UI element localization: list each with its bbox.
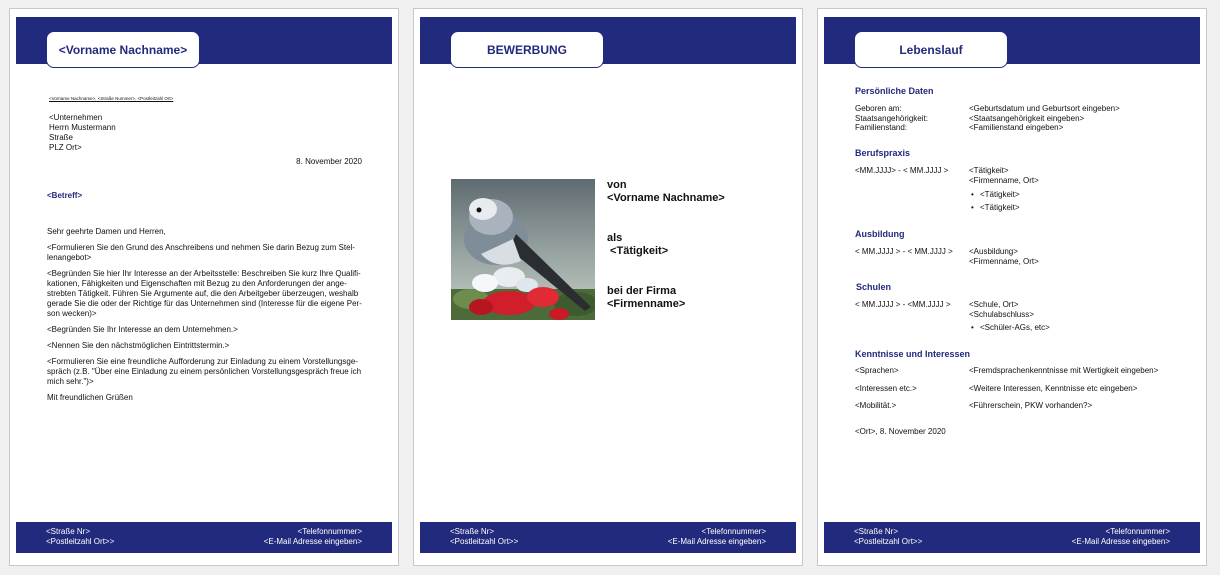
cover-name: <Vorname Nachname> [607, 192, 725, 204]
recipient-line: <Unternehmen [49, 113, 103, 122]
kenntnis-value: <Weitere Interessen, Kenntnisse etc eingeben> [969, 384, 1138, 393]
cover-taetigkeit: <Tätigkeit> [607, 245, 669, 257]
praxis-bullet: • <Tätigkeit> [980, 190, 1020, 200]
letter-date: 8. November 2020 [296, 157, 362, 166]
praxis-range: <MM.JJJJ> - < MM.JJJJ > [855, 166, 949, 175]
value-nationality: <Staatsangehörigkeit eingeben> [969, 113, 1085, 123]
ausbildung-lines [969, 247, 1039, 266]
body-paragraph: <Formulieren Sie eine freundliche Aufforderung zur Einladung zu einem Vorstellungsge-spräch (z.B. "Über eine Einladung zu einem persönlichen Vorstellungsgespräch freue ich mich sehr.")> [47, 357, 362, 386]
body-paragraph: <Formulieren Sie den Grund des Anschreibens und nehmen Sie darin Bezug zum Stel-lenangebot> [47, 243, 355, 262]
personal-labels [855, 104, 928, 133]
bird-on-flowers-photo [451, 179, 595, 320]
footer-band [824, 522, 1200, 553]
kenntnis-label: <Sprachen> [855, 366, 899, 375]
schule-name: <Schule, Ort> [969, 300, 1019, 309]
closing: Mit freundlichen Grüßen [47, 393, 133, 402]
cover-page [413, 8, 803, 566]
section-heading-praxis: Berufspraxis [855, 148, 911, 158]
name-tab: <Vorname Nachname> [46, 31, 200, 68]
recipient-line: PLZ Ort> [49, 143, 82, 152]
footer-email: <E-Mail Adresse eingeben> [1071, 537, 1170, 546]
section-heading-kenntnisse: Kenntnisse und Interessen [855, 349, 971, 359]
recipient-address [49, 113, 116, 153]
salutation: Sehr geehrte Damen und Herren, [47, 227, 166, 236]
footer-band [420, 522, 796, 553]
sender-line: <Vorname Nachname>, <Straße Nummer>, <Postleitzahl Ort> [49, 96, 174, 101]
letter-body [47, 243, 367, 409]
footer-city: <Postleitzahl Ort>> [46, 537, 115, 546]
body-paragraph: <Nennen Sie den nächstmöglichen Eintrittstermin.> [47, 341, 230, 350]
footer-street: <Straße Nr> [450, 527, 495, 536]
value-marital: <Familienstand eingeben> [969, 123, 1064, 132]
photo-illustration [451, 179, 595, 320]
value-born: <Geburtsdatum und Geburtsort eingeben> [969, 104, 1120, 113]
bewerbung-tab: BEWERBUNG [450, 31, 604, 68]
footer-phone: <Telefonnummer> [297, 527, 362, 536]
body-paragraph: <Begründen Sie hier Ihr Interesse an der Arbeitsstelle: Beschreiben Sie kurz Ihre Qualifi-kationen, Fähigkeiten und Eigenschaften mit Bezug zu den Anforderungen der ange-strebten Tätigkeit. Führen Sie Argumente auf, die den Arbeitgeber überzeugen, weshalb gerade Sie die oder der Richtige für das Unternehmen sind (Interesse für die eigene Per-son wecken)> [47, 269, 362, 318]
subject: <Betreff> [47, 191, 83, 200]
als-label: als [607, 232, 623, 244]
lebenslauf-tab: Lebenslauf [854, 31, 1008, 68]
ausbildung-firma: <Firmenname, Ort> [969, 256, 1039, 266]
cv-page [817, 8, 1207, 566]
recipient-line: Herrn Mustermann [49, 123, 116, 132]
kenntnis-value: <Führerschein, PKW vorhanden?> [969, 401, 1093, 410]
schulen-lines [969, 300, 1034, 319]
schulen-range: < MM.JJJJ > - <MM.JJJJ > [855, 300, 951, 309]
label-nationality: Staatsangehörigkeit: [855, 113, 928, 123]
label-marital: Familienstand: [855, 123, 908, 132]
cover-firma: <Firmenname> [607, 298, 686, 310]
footer-email: <E-Mail Adresse eingeben> [263, 537, 362, 546]
cv-place-date: <Ort>, 8. November 2020 [855, 427, 946, 436]
body-paragraph: <Begründen Sie Ihr Interesse an dem Unternehmen.> [47, 325, 238, 334]
praxis-bullet: • <Tätigkeit> [980, 203, 1020, 213]
schulen-bullet: • <Schüler-AGs, etc> [980, 323, 1050, 333]
section-heading-personal: Persönliche Daten [855, 86, 934, 96]
kenntnis-value: <Fremdsprachenkenntnisse mit Wertigkeit eingeben> [969, 366, 1159, 375]
ausbildung-name: <Ausbildung> [969, 247, 1018, 256]
footer-street: <Straße Nr> [46, 527, 91, 536]
label-born: Geboren am: [855, 104, 902, 113]
footer-city: <Postleitzahl Ort>> [450, 537, 519, 546]
kenntnis-label: <Interessen etc.> [855, 384, 917, 393]
footer-band [16, 522, 392, 553]
praxis-lines [969, 166, 1039, 185]
footer-email: <E-Mail Adresse eingeben> [667, 537, 766, 546]
praxis-firma: <Firmenname, Ort> [969, 175, 1039, 185]
bei-label: bei der Firma [607, 285, 677, 297]
section-heading-ausbildung: Ausbildung [855, 229, 905, 239]
kenntnis-label: <Mobilität.> [855, 401, 897, 410]
footer-city: <Postleitzahl Ort>> [854, 537, 923, 546]
footer-street: <Straße Nr> [854, 527, 899, 536]
letter-page [9, 8, 399, 566]
cover-text [607, 179, 725, 311]
ausbildung-range: < MM.JJJJ > - < MM.JJJJ > [855, 247, 953, 256]
personal-values [969, 104, 1120, 133]
schule-abschluss: <Schulabschluss> [969, 309, 1034, 319]
praxis-taetigkeit: <Tätigkeit> [969, 166, 1009, 175]
footer-phone: <Telefonnummer> [1105, 527, 1170, 536]
recipient-line: Straße [49, 133, 74, 142]
section-heading-schulen: Schulen [856, 282, 892, 292]
footer-phone: <Telefonnummer> [701, 527, 766, 536]
von-label: von [607, 179, 627, 191]
